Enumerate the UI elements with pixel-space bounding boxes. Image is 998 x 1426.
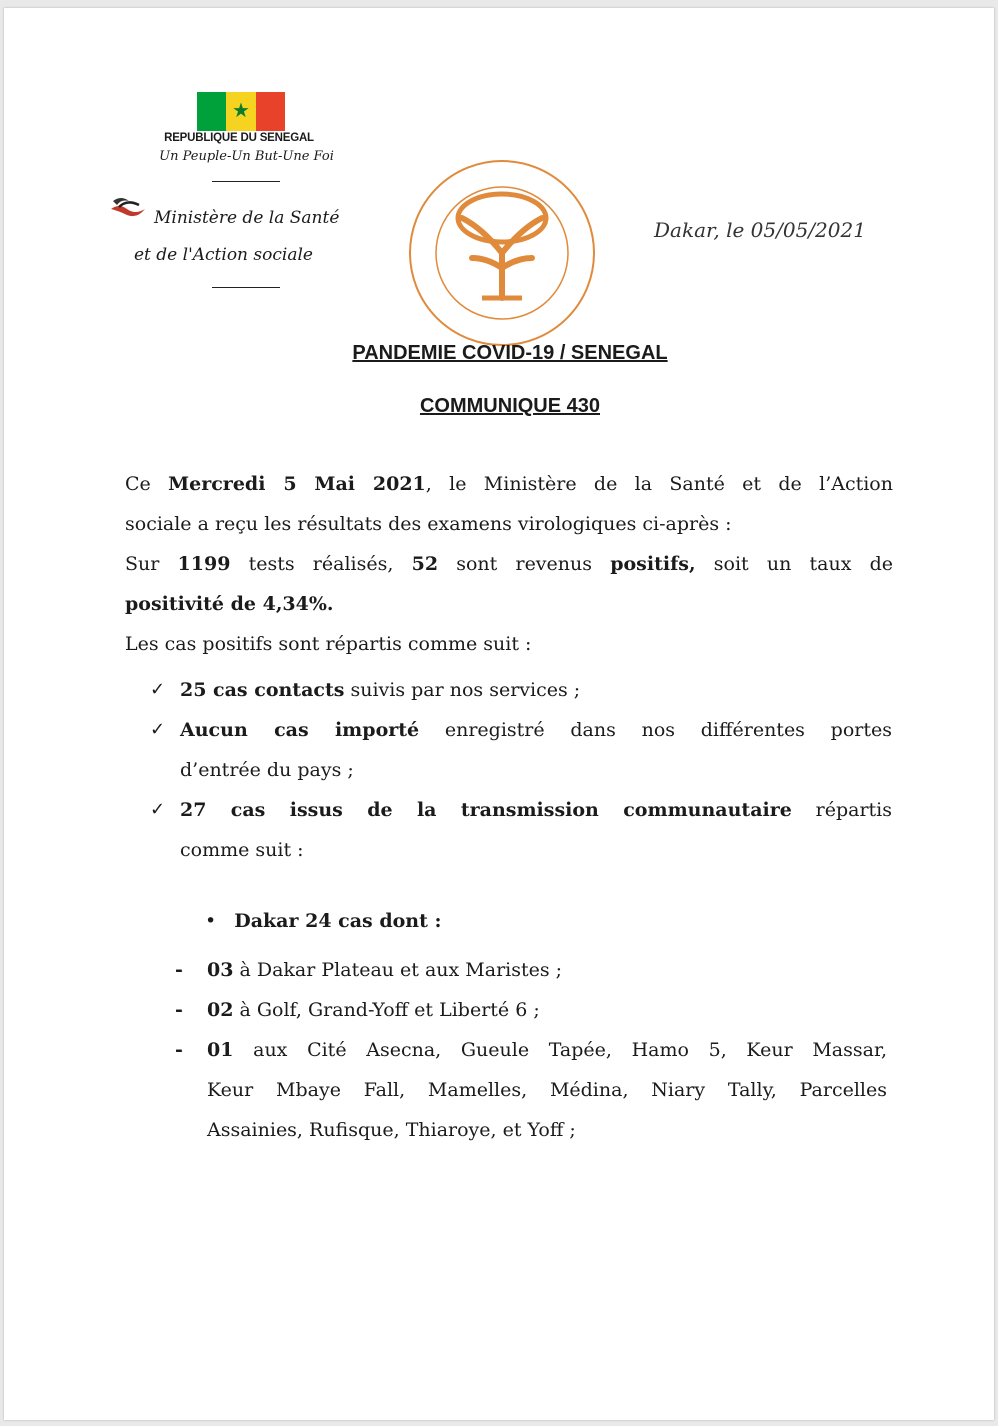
national-motto: Un Peuple-Un But-Une Foi	[159, 149, 334, 164]
ministry-name-line2: et de l'Action sociale	[134, 245, 313, 265]
dakar-heading: • Dakar 24 cas dont :	[205, 910, 442, 932]
page-title: PANDEMIE COVID-19 / SENEGAL	[352, 342, 668, 364]
list-item: - 03 à Dakar Plateau et aux Maristes ;	[175, 959, 563, 981]
ministry-name-line1: Ministère de la Santé	[154, 208, 340, 228]
star-icon: ★	[232, 98, 250, 122]
senegal-flag	[197, 92, 285, 131]
list-item: - 02 à Golf, Grand-Yoff et Liberté 6 ;	[175, 999, 540, 1021]
list-item: ✓ 27 cas issus de la transmission communautaire répartis comme suit :	[150, 790, 892, 870]
divider	[212, 181, 280, 182]
date-line: Dakar, le 05/05/2021	[654, 218, 866, 242]
case-breakdown-list	[150, 670, 892, 870]
list-item: ✓ 25 cas contacts suivis par nos services ;	[150, 670, 892, 710]
communique-number: COMMUNIQUE 430	[419, 395, 601, 417]
ministry-logo-icon	[109, 195, 149, 223]
list-item: - 01 aux Cité Asecna, Gueule Tapée, Hamo 5, Keur Massar, Keur Mbaye Fall, Mamelles, Médina, Niary Tally, Parcelles Assainies, Rufisque, Thiaroye, et Yoff ;	[175, 1039, 887, 1141]
checkmark-icon: ✓	[150, 799, 166, 820]
dakar-locations-list	[175, 950, 887, 1150]
bullet-icon: •	[205, 910, 217, 932]
list-item: ✓ Aucun cas importé enregistré dans nos différentes portes d’entrée du pays ;	[150, 710, 892, 790]
checkmark-icon: ✓	[150, 719, 166, 740]
intro-paragraph: Ce Mercredi 5 Mai 2021, le Ministère de la Santé et de l’Action sociale a reçu les résultats des examens virologiques ci-après : Sur 1199 tests réalisés, 52 sont revenus positifs, soit un taux de positivité de 4,34%. Les cas positifs sont répartis comme suit :	[125, 473, 894, 655]
official-stamp	[402, 158, 602, 348]
checkmark-icon: ✓	[150, 679, 166, 700]
divider	[212, 287, 280, 288]
republic-label: REPUBLIQUE DU SENEGAL	[164, 132, 314, 144]
